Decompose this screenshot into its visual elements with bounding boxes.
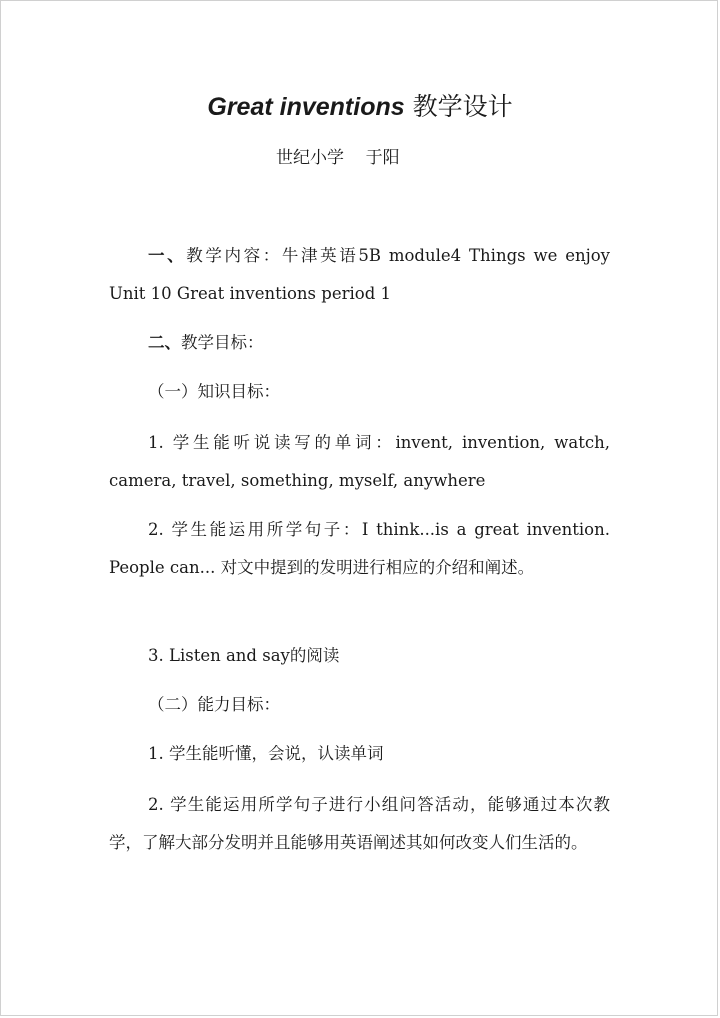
ability-item-2: 2. 学生能运用所学句子进行小组问答活动，能够通过本次教学，了解大部分发明并且能够用英语阐述其如何改变人们生活的。 — [109, 795, 610, 852]
knowledge-goal-heading: （一）知识目标： — [148, 382, 280, 401]
ability-goal-heading: （二）能力目标： — [148, 695, 280, 714]
ability-item-1: 1. 学生能听懂，会说，认读单词 — [148, 744, 384, 763]
section-number-2: 二、 — [148, 333, 181, 352]
section-content — [109, 237, 610, 312]
section-goals-text: 教学目标： — [181, 333, 264, 352]
title-english: Great inventions — [207, 93, 405, 121]
section-number-1: 一、 — [148, 246, 187, 265]
author-line: 世纪小学 于阳 — [276, 148, 400, 168]
section-content-text: 教学内容：牛津英语5B module4 Things we enjoy Unit 10 Great inventions period 1 — [109, 246, 610, 303]
title-chinese: 教学设计 — [412, 92, 513, 121]
document-title — [0, 90, 720, 124]
knowledge-item-3: 3. Listen and say的阅读 — [148, 646, 340, 665]
knowledge-item-1: 1. 学生能听说读写的单词：invent, invention, watch, camera, travel, something, myself, anywhere — [109, 433, 610, 490]
section-goals — [109, 324, 610, 362]
knowledge-item-2: 2. 学生能运用所学句子：I think...is a great invention. People can... 对文中提到的发明进行相应的介绍和阐述。 — [109, 520, 610, 577]
